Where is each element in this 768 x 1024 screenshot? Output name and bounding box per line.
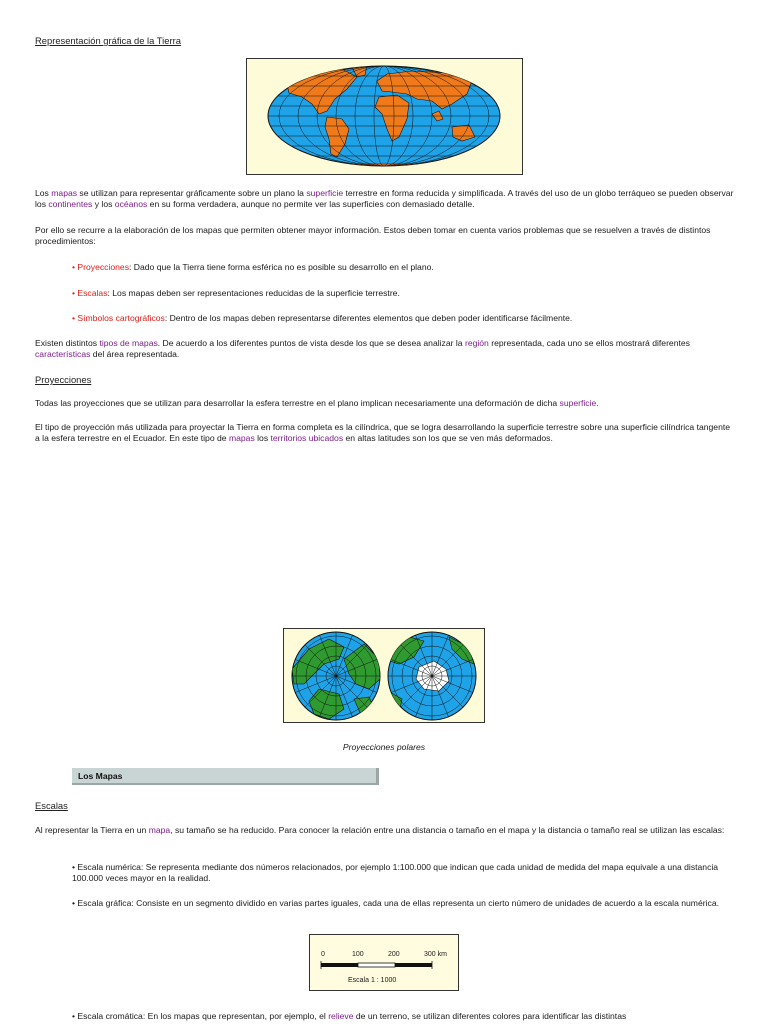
link-proyecciones[interactable]: Proyecciones (77, 262, 129, 272)
list-item: • Proyecciones: Dado que la Tierra tiene forma esférica no es posible su desarrollo en el plano. (72, 262, 434, 272)
scale-tick-300: 300 km (424, 951, 447, 958)
list-item: • Símbolos cartográficos: Dentro de los mapas deben representarse diferentes elementos que deben poder identificarse fácilmente. (72, 313, 573, 323)
link-mapa[interactable]: mapa (148, 825, 171, 835)
list-item: • Escala numérica: Se representa mediante dos números relacionados, por ejemplo 1:100.000 que indican que cada unidad de medida del mapa equivale a una distancia 100.000 veces mayor en la realidad. (72, 862, 719, 884)
link-superficie-2[interactable]: superficie (559, 398, 597, 408)
link-tipos-de-mapas[interactable]: tipos de mapas (99, 338, 158, 348)
link-relieve[interactable]: relieve (328, 1011, 354, 1021)
world-map-projection (247, 59, 522, 174)
paragraph-cilindrica: El tipo de proyección más utilizada para proyectar la Tierra en forma completa es la cilíndrica, que se logra desarrollando la superficie terrestre sobre una superficie cilíndrica tangente a la esfera terrestre en el Ecuador. En este tipo de mapas los territorios ubicados en altas latitudes son los que se ven más deformados. (35, 422, 731, 444)
paragraph-intro: Los mapas se utilizan para representar gráficamente sobre un plano la superficie terrestre en forma reducida y simplificada. A través del uso de un globo terráqueo se pueden observar los continentes y los océanos en su forma verdadera, aunque no permite ver las superficies con demasiado detalle. (35, 188, 734, 210)
scale-bar (320, 961, 450, 971)
paragraph-deformacion: Todas las proyecciones que se utilizan para desarrollar la esfera terrestre en el plano implican necesariamente una deformación de dicha superficie. (35, 398, 599, 408)
link-simbolos[interactable]: Símbolos cartográficos (77, 313, 165, 323)
link-territorios[interactable]: territorios ubicados (270, 433, 344, 444)
list-item: • Escala gráfica: Consiste en un segmento dividido en varias partes iguales, cada una de ellas representa un cierto número de unidades de acuerdo a la escala numérica. (72, 898, 719, 908)
link-region[interactable]: región (464, 338, 489, 348)
paragraph-tipos: Existen distintos tipos de mapas. De acuerdo a los diferentes puntos de vista desde los que se desea analizar la región representada, cada uno se ellos mostrará diferentes características del área representada. (35, 338, 690, 360)
scale-tick-0: 0 (321, 951, 325, 958)
section-title-proyecciones: Proyecciones (35, 374, 92, 385)
world-map-figure (246, 58, 523, 175)
section-title-representacion: Representación gráfica de la Tierra (35, 35, 181, 46)
graphic-scale-figure (309, 934, 459, 991)
link-superficie[interactable]: superficie (306, 188, 344, 198)
scale-tick-100: 100 (352, 951, 364, 958)
paragraph-procedimientos: Por ello se recurre a la elaboración de los mapas que permiten obtener mayor información. Estos deben tomar en cuenta varios problemas que se resuelven a través de distintos procedimientos: (35, 225, 711, 247)
link-continentes[interactable]: continentes (48, 199, 93, 210)
list-item: • Escala cromática: En los mapas que representan, por ejemplo, el relieve de un terreno, se utilizan diferentes colores para identificar las distintas (72, 1011, 627, 1021)
tab-label: Los Mapas (78, 771, 123, 781)
section-title-escalas: Escalas (35, 800, 68, 811)
link-caracteristicas[interactable]: características (35, 349, 91, 360)
polar-projections-figure (283, 628, 485, 723)
polar-globes (284, 629, 484, 722)
paragraph-escalas: Al representar la Tierra en un mapa, su tamaño se ha reducido. Para conocer la relación entre una distancia o tamaño en el mapa y la distancia o tamaño real se utilizan las escalas: (35, 825, 725, 835)
link-oceanos[interactable]: océanos (114, 199, 148, 210)
link-mapas[interactable]: mapas (51, 188, 78, 198)
link-mapas-2[interactable]: mapas (228, 433, 255, 444)
scale-tick-200: 200 (388, 951, 400, 958)
link-escalas[interactable]: Escalas (77, 288, 108, 298)
caption-proyecciones-polares: Proyecciones polares (342, 742, 426, 752)
los-mapas-tab[interactable] (72, 768, 379, 785)
scale-label: Escala 1 : 1000 (348, 977, 397, 984)
list-item: • Escalas: Los mapas deben ser representaciones reducidas de la superficie terrestre. (72, 288, 400, 298)
